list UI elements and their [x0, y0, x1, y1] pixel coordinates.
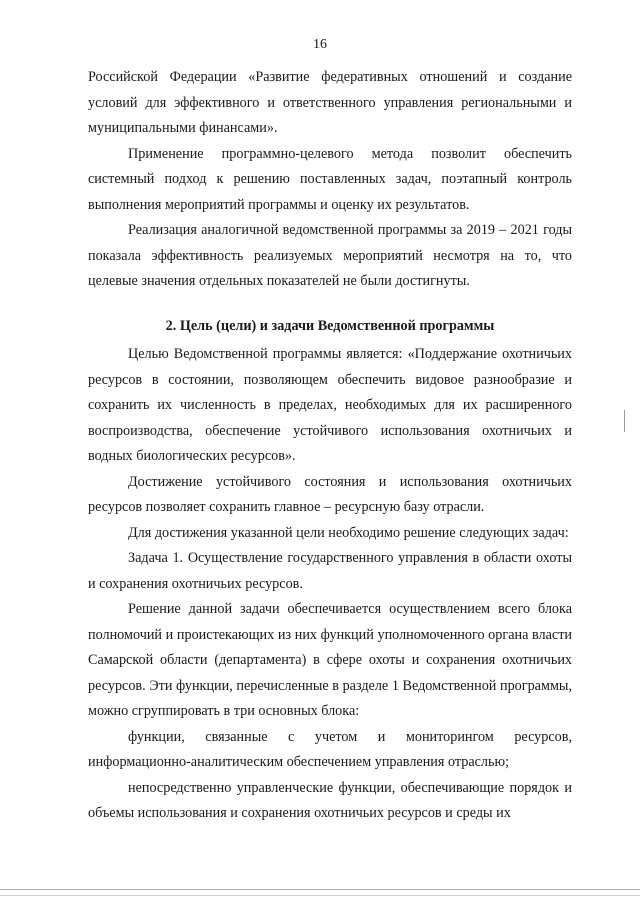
- intro-text-block: [88, 65, 572, 295]
- section-heading-goals: 2. Цель (цели) и задачи Ведомственной программы: [165, 318, 495, 334]
- scan-bottom-edge-line: [0, 889, 640, 890]
- paragraph-tasks-intro: Для достижения указанной цели необходимо решение следующих задач:: [128, 524, 569, 541]
- goals-text-block: [88, 342, 572, 827]
- page-number: 16: [313, 37, 327, 52]
- paragraph-task-solution: Решение данной задачи обеспечивается осуществлением всего блока полномочий и проистекающих из них функций уполномоченного органа власти Самарской области (департамента) в сфере охоты и сохранения охотничьих ресурсов. Эти функции, перечисленные в разделе 1 Ведомственной программы, можно сгруппировать в три основных блока:: [88, 601, 572, 719]
- paragraph-sustainable-state: Достижение устойчивого состояния и использования охотничьих ресурсов позволяет сохранить главное – ресурсную базу отрасли.: [88, 473, 572, 515]
- scan-bottom-edge-line-secondary: [0, 895, 640, 896]
- paragraph-program-goal: Целью Ведомственной программы является: «Поддержание охотничьих ресурсов в состоянии, позволяющем обеспечить видовое разнообразие и сохранить их численность в пределах, необходимых для их расширенного воспроизводства, обеспечение устойчивого использования охотничьих и водных биологических ресурсов».: [88, 346, 572, 464]
- paragraph-monitoring-functions: функции, связанные с учетом и мониторингом ресурсов, информационно-аналитическим обеспечением управления отраслью;: [88, 728, 572, 770]
- paragraph-federal-program: Российской Федерации «Развитие федеративных отношений и создание условий для эффективного и ответственного управления региональными и муниципальными финансами».: [88, 69, 572, 136]
- paragraph-previous-program-results: Реализация аналогичной ведомственной программы за 2019 – 2021 годы показала эффективность реализуемых мероприятий несмотря на то, что целевые значения отдельных показателей не были достигнуты.: [88, 222, 572, 289]
- paragraph-management-functions: непосредственно управленческие функции, обеспечивающие порядок и объемы использования и сохранения охотничьих ресурсов и среды их: [88, 779, 572, 821]
- paragraph-task-1: Задача 1. Осуществление государственного управления в области охоты и сохранения охотничьих ресурсов.: [88, 550, 572, 592]
- paragraph-program-method: Применение программно-целевого метода позволит обеспечить системный подход к решению поставленных задач, поэтапный контроль выполнения мероприятий программы и оценку их результатов.: [88, 145, 572, 213]
- scan-margin-mark: [624, 410, 625, 432]
